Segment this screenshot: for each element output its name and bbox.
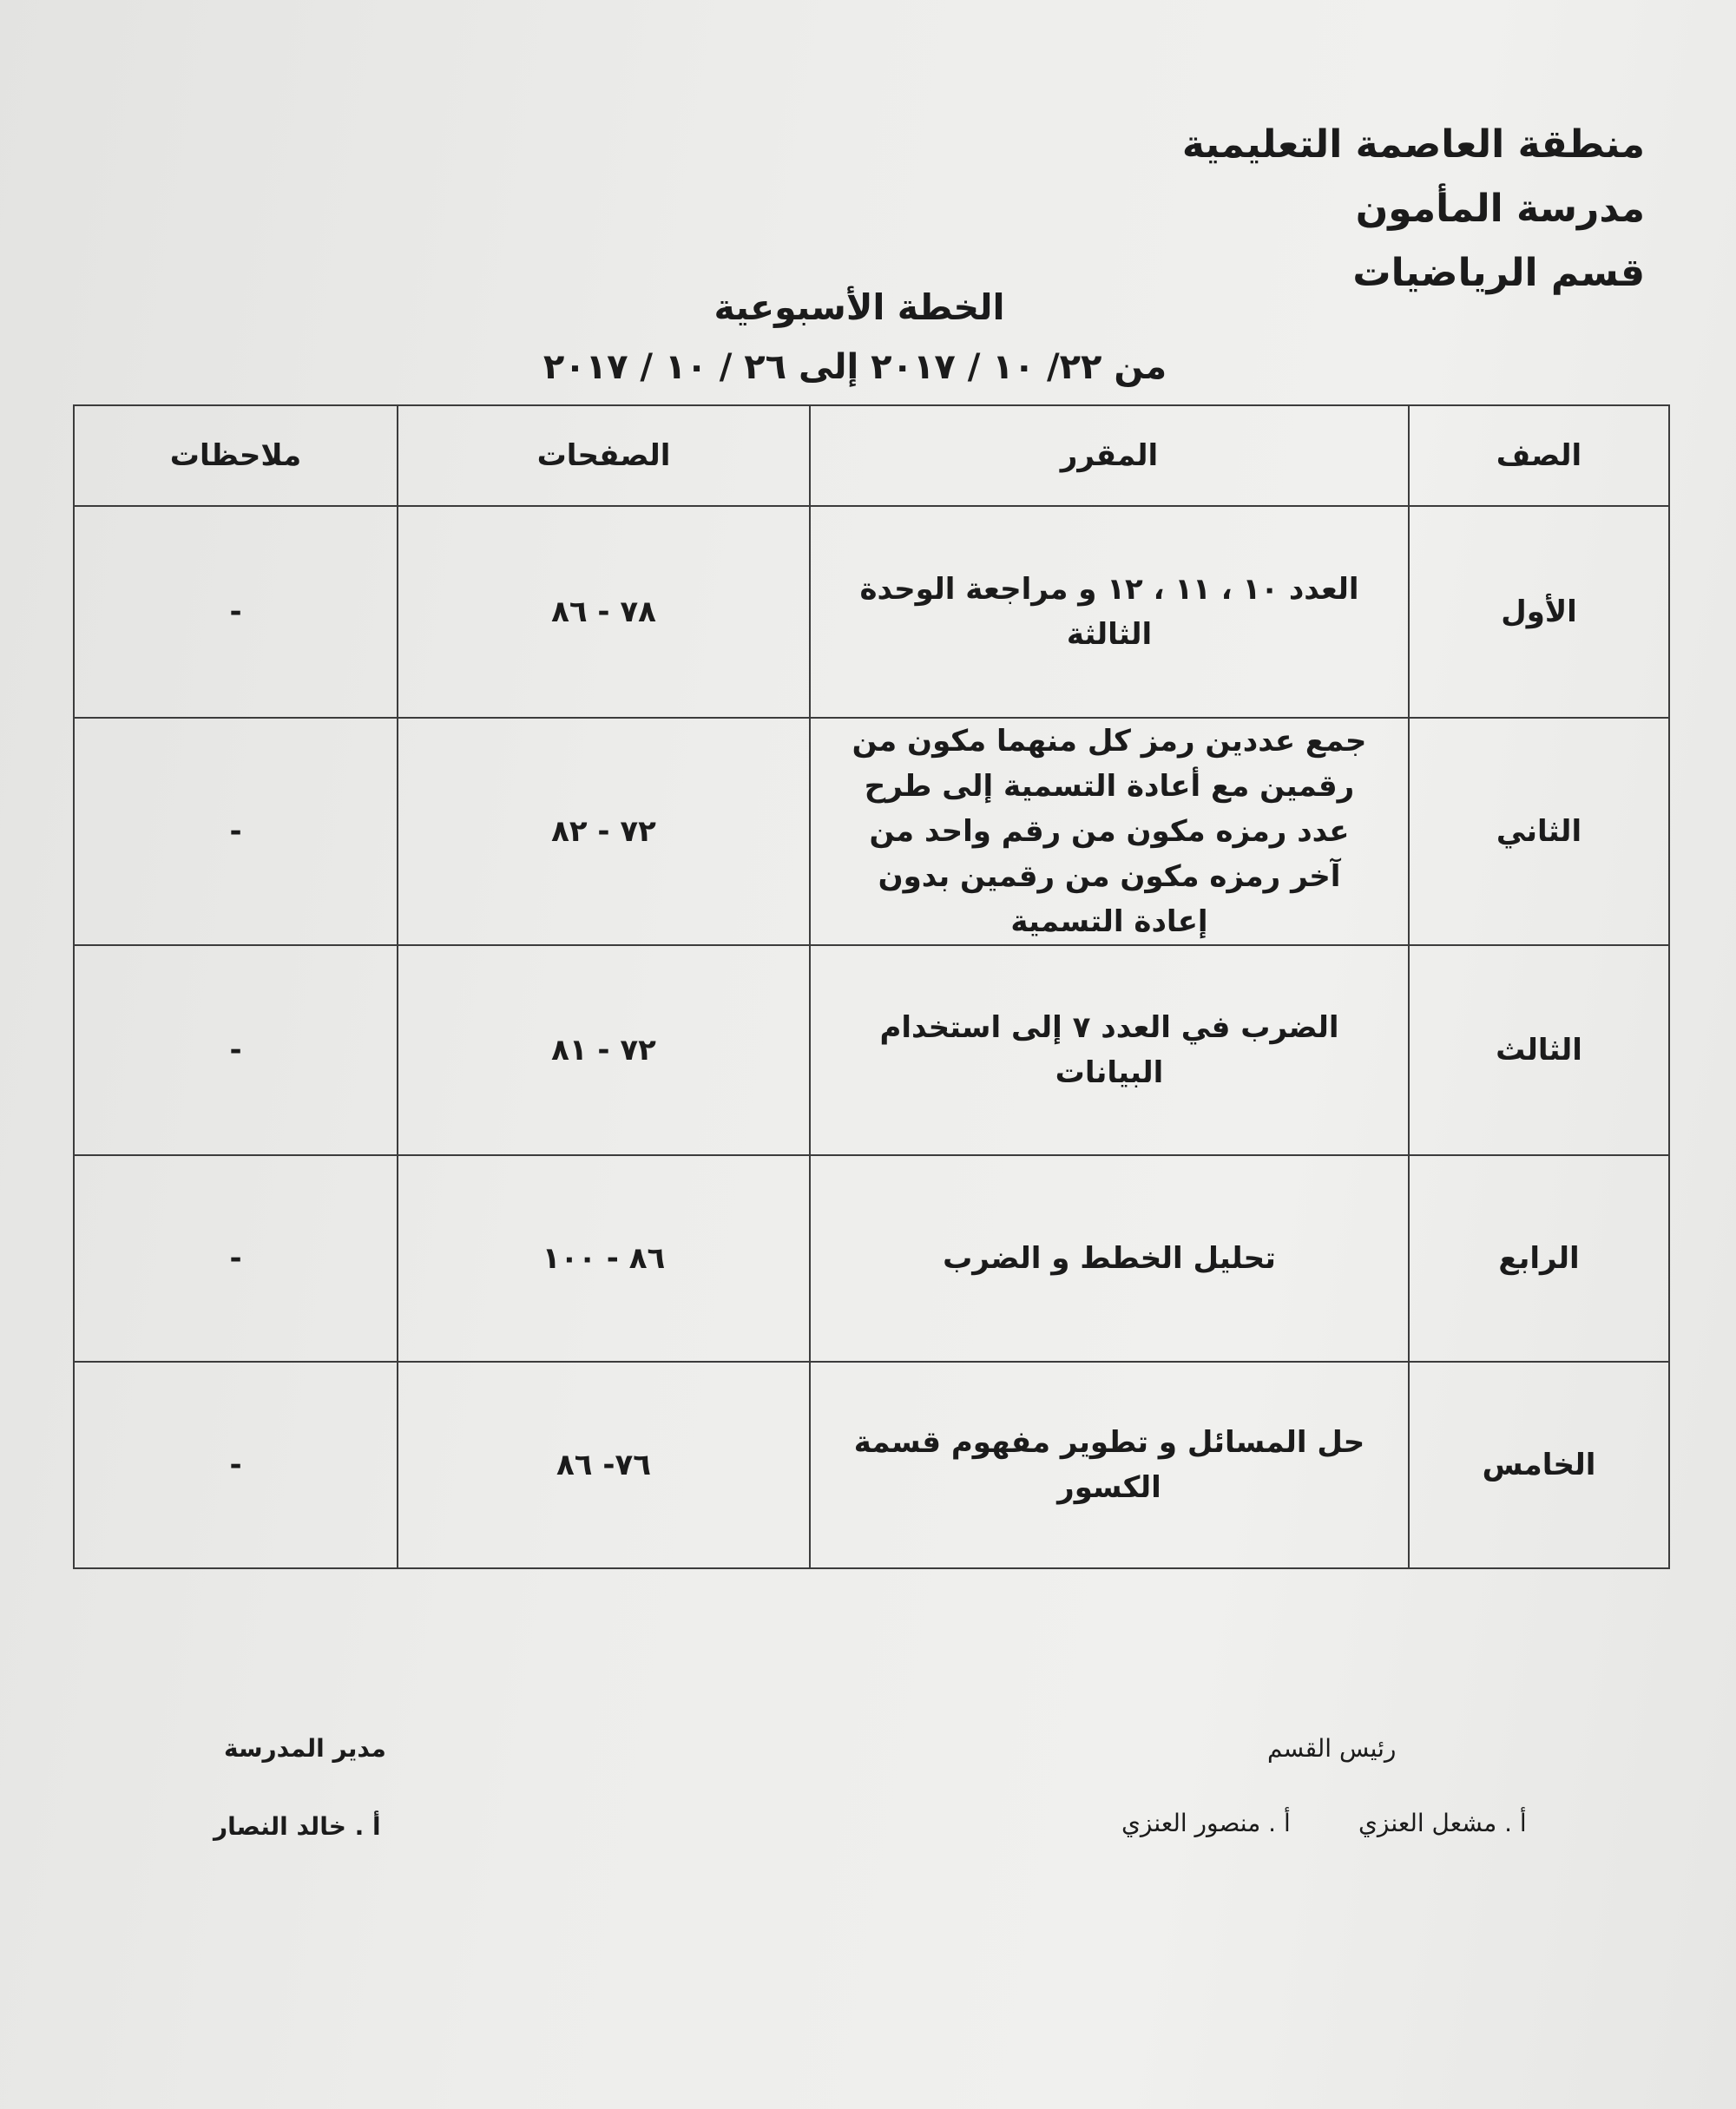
- cell-subject: حل المسائل و تطوير مفهوم قسمة الكسور: [810, 1362, 1409, 1568]
- cell-pages: ٨٦ - ١٠٠: [398, 1155, 810, 1362]
- table-row: [74, 718, 1669, 945]
- cell-pages: ٧٢ - ٨١: [398, 945, 810, 1155]
- header-grade: الصف: [1409, 405, 1669, 506]
- document-header: [1182, 113, 1645, 306]
- principal-name: أ . خالد النصار: [214, 1812, 381, 1841]
- cell-grade: الثالث: [1409, 945, 1669, 1155]
- department-head-name-1: أ . مشعل العنزي: [1358, 1809, 1527, 1837]
- cell-subject: الضرب في العدد ٧ إلى استخدام البيانات: [810, 945, 1409, 1155]
- plan-title: الخطة الأسبوعية: [713, 286, 1005, 328]
- cell-pages: ٧٢ - ٨٢: [398, 718, 810, 945]
- cell-grade: الثاني: [1409, 718, 1669, 945]
- cell-subject: تحليل الخطط و الضرب: [810, 1155, 1409, 1362]
- cell-notes: -: [74, 1362, 398, 1568]
- cell-pages: ٧٦- ٨٦: [398, 1362, 810, 1568]
- cell-subject: جمع عددين رمز كل منهما مكون من رقمين مع أعادة التسمية إلى طرح عدد رمزه مكون من رقم واحد من آخر رمزه مكون من رقمين بدون إعادة التسمية: [810, 718, 1409, 945]
- table-row: [74, 945, 1669, 1155]
- header-subject: المقرر: [810, 405, 1409, 506]
- cell-grade: الرابع: [1409, 1155, 1669, 1362]
- cell-notes: -: [74, 506, 398, 718]
- region-name: منطقة العاصمة التعليمية: [1181, 122, 1645, 167]
- department-head-label: رئيس القسم: [1267, 1734, 1397, 1763]
- plan-date-range: من ٢٢/ ١٠ / ٢٠١٧ إلى ٢٦ / ١٠ / ٢٠١٧: [542, 347, 1167, 387]
- cell-grade: الخامس: [1409, 1362, 1669, 1568]
- cell-subject: العدد ١٠ ، ١١ ، ١٢ و مراجعة الوحدة الثالثة: [810, 506, 1409, 718]
- cell-pages: ٧٨ - ٨٦: [398, 506, 810, 718]
- table-row: [74, 1362, 1669, 1568]
- cell-notes: -: [74, 718, 398, 945]
- table-row: [74, 506, 1669, 718]
- table-row: [74, 1155, 1669, 1362]
- header-pages: الصفحات: [398, 405, 810, 506]
- header-notes: ملاحظات: [74, 405, 398, 506]
- table-header-row: [74, 405, 1669, 506]
- cell-notes: -: [74, 1155, 398, 1362]
- weekly-plan-table: [73, 404, 1670, 1569]
- department-name: قسم الرياضيات: [1352, 251, 1645, 295]
- cell-grade: الأول: [1409, 506, 1669, 718]
- cell-notes: -: [74, 945, 398, 1155]
- school-name: مدرسة المأمون: [1355, 187, 1645, 231]
- department-head-name-2: أ . منصور العنزي: [1121, 1809, 1291, 1837]
- principal-label: مدير المدرسة: [224, 1734, 386, 1763]
